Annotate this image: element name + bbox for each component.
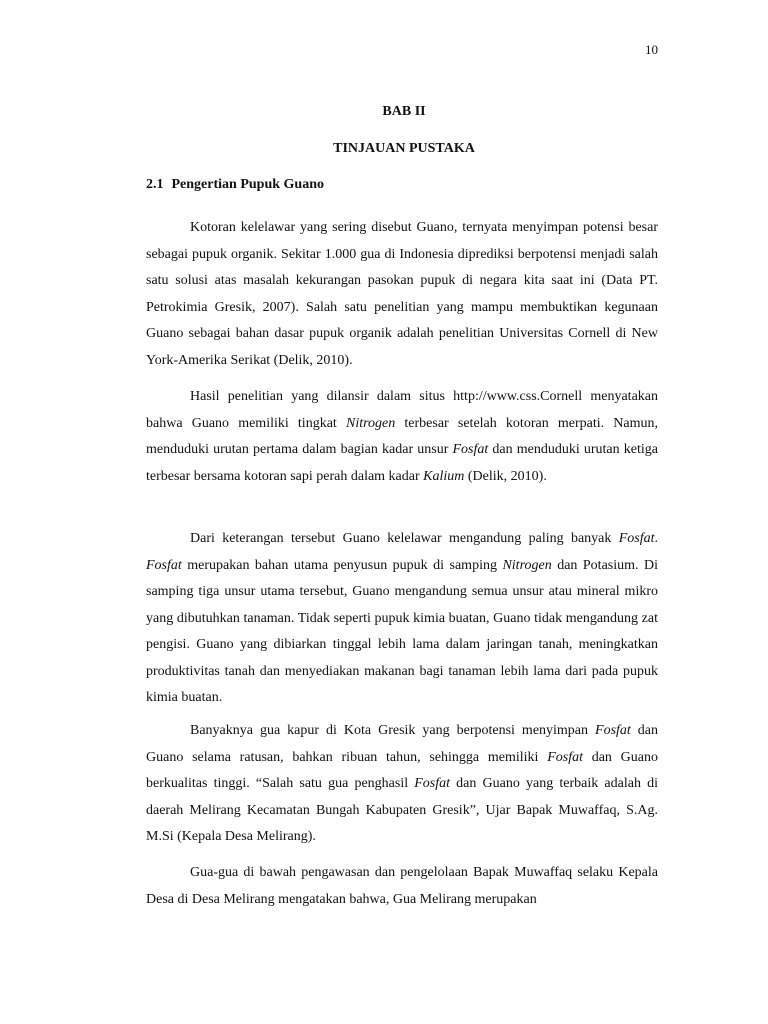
chapter-label: BAB II (382, 104, 426, 119)
section-number: 2.1 (146, 177, 164, 192)
paragraph-text: dan menduduki urutan ketiga terbesar bersama kotoran sapi perah dalam kadar (146, 442, 658, 484)
paragraph-text: Kotoran kelelawar yang sering disebut Guano, ternyata menyimpan potensi besar sebagai pupuk organik. Sekitar 1.000 gua di Indonesia diprediksi berpotensi menjadi salah satu solusi atas masalah kekurangan pasokan pupuk di negara kita saat ini (Data PT. Petrokimia Gresik, 2007). Salah satu penelitian yang mampu membuktikan kegunaan Guano sebagai bahan dasar pupuk organik adalah penelitian Universitas Cornell di New York-Amerika Serikat (Delik, 2010). (146, 220, 658, 368)
paragraph-text: merupakan bahan utama penyusun pupuk di samping (181, 557, 503, 573)
page-number: 10 (645, 42, 658, 57)
italic-term: Fosfat (547, 749, 583, 765)
chapter-title: TINJAUAN PUSTAKA (333, 141, 475, 156)
paragraph-4 (146, 718, 658, 851)
paragraph-text: Hasil penelitian yang dilansir dalam situs http://www.css.Cornell menyatakan bahwa Guano memiliki tingkat (146, 389, 658, 431)
italic-term: Fosfat (595, 723, 631, 738)
italic-term: Fosfat (452, 442, 489, 457)
italic-term: Nitrogen (502, 557, 552, 573)
paragraph-2 (146, 384, 658, 490)
paragraph-3 (146, 526, 658, 712)
italic-term: Kalium (423, 468, 465, 484)
paragraph-text: Dari keterangan tersebut Guano kelelawar mengandung paling banyak (190, 531, 619, 546)
paragraph-text: . (654, 531, 658, 546)
paragraph-text: Gua-gua di bawah pengawasan dan pengelolaan Bapak Muwaffaq selaku Kepala Desa di Desa Melirang mengatakan bahwa, Gua Melirang merupakan (146, 865, 658, 907)
paragraph-text: Banyaknya gua kapur di Kota Gresik yang berpotensi menyimpan (190, 723, 596, 738)
paragraph-text: dan Guano selama ratusan, bahkan ribuan tahun, sehingga memiliki (146, 723, 658, 765)
paragraph-text: dan Potasium. Di samping tiga unsur utama tersebut, Guano mengandung semua unsur atau mineral mikro yang dibutuhkan tanaman. Tidak seperti pupuk kimia buatan, Guano tidak mengandung zat pengisi. Guano yang dibiarkan tinggal lebih lama dalam jaringan tanah, meningkatkan produktivitas tanah dan menyediakan makanan bagi tanaman lebih lama dari pada pupuk kimia buatan. (146, 557, 658, 705)
paragraph-text: terbesar setelah kotoran merpati. Namun, menduduki urutan pertama dalam bagian kadar unsur (146, 415, 659, 457)
section-heading (146, 177, 324, 193)
paragraph-text: (Delik, 2010). (464, 468, 547, 484)
italic-term: Fosfat (618, 531, 655, 546)
paragraph-text: dan Guano berkualitas tinggi. “Salah satu gua penghasil (146, 749, 658, 791)
italic-term: Nitrogen (345, 415, 396, 431)
italic-term: Fosfat (146, 557, 182, 573)
paragraph-text: dan Guano yang terbaik adalah di daerah Melirang Kecamatan Bungah Kabupaten Gresik”, Ujar Bapak Muwaffaq, S.Ag. M.Si (Kepala Desa Melirang). (146, 776, 658, 844)
italic-term: Fosfat (414, 776, 451, 791)
section-title: Pengertian Pupuk Guano (171, 177, 324, 192)
paragraph-5 (146, 860, 658, 913)
paragraph-1 (146, 215, 658, 374)
